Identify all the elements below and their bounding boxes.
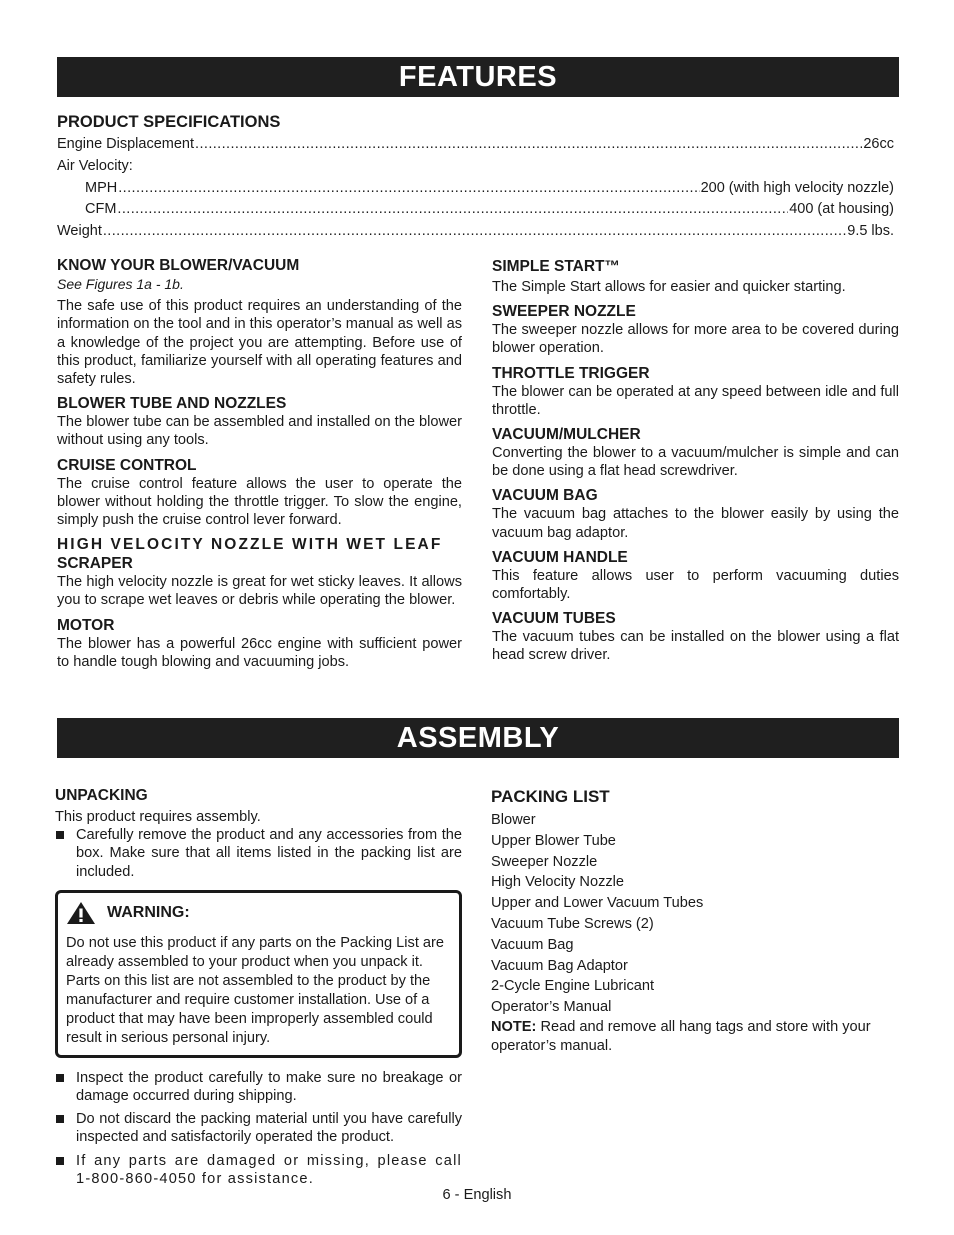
unpacking-intro: This product requires assembly. [55, 809, 261, 825]
section-heading: VACUUM HANDLE [492, 548, 628, 566]
section-blower-tube [57, 394, 462, 449]
section-heading: SWEEPER NOZZLE [492, 303, 636, 321]
bullet-square-icon [56, 831, 64, 839]
note-label: NOTE: [491, 1018, 537, 1035]
spec-row-weight [57, 223, 894, 245]
section-vacuum-handle [492, 548, 899, 603]
warning-text: Do not use this product if any parts on the Packing List are already assembled to your product when you unpack it. Parts on this list are not assembled to the product by the manufacturer and require customer installation. Use of a product that may have been improperly assembled could result in serious personal injury. [66, 934, 445, 1046]
spec-label: CFM [85, 201, 117, 218]
spec-row-mph [57, 180, 894, 202]
packing-item: Vacuum Bag Adaptor [491, 957, 628, 974]
product-specifications [57, 113, 894, 245]
features-right-column [492, 257, 899, 671]
warning-header [66, 901, 450, 925]
packing-item: Upper Blower Tube [491, 832, 616, 849]
section-body: The sweeper nozzle allows for more area to be covered during blower operation. [492, 322, 899, 357]
warning-label: WARNING: [107, 904, 190, 922]
bullet-square-icon [56, 1115, 64, 1123]
section-body: The blower tube can be assembled and installed on the blower without using any tools. [57, 414, 462, 449]
packing-item: Operator’s Manual [491, 999, 612, 1016]
spec-value: 400 (at housing) [789, 201, 894, 218]
section-cruise-control [57, 456, 462, 530]
section-motor [57, 616, 462, 671]
section-body: The Simple Start allows for easier and quicker starting. [492, 279, 846, 295]
section-heading: HIGH VELOCITY NOZZLE WITH WET LEAF [57, 536, 443, 554]
list-item: If any parts are damaged or missing, please call 1-800-860-4050 for assistance. [55, 1152, 462, 1188]
bullet-square-icon [56, 1074, 64, 1082]
section-body: The vacuum tubes can be installed on the blower using a flat head screw driver. [492, 629, 899, 664]
packing-note [491, 1018, 899, 1055]
unpacking-heading: UNPACKING [55, 787, 148, 804]
section-heading: MOTOR [57, 616, 115, 634]
spec-value: 26cc [863, 136, 894, 152]
section-sweeper-nozzle [492, 302, 899, 357]
features-left-column [57, 256, 462, 677]
assembly-banner: ASSEMBLY [57, 718, 899, 758]
bullet-square-icon [56, 1157, 64, 1165]
packing-list-column [491, 787, 899, 1055]
section-body: This feature allows user to perform vacuuming duties comfortably. [492, 567, 899, 603]
section-heading: THROTTLE TRIGGER [492, 364, 650, 382]
packing-item: High Velocity Nozzle [491, 874, 625, 891]
section-vacuum-mulcher [492, 425, 899, 480]
packing-item: Upper and Lower Vacuum Tubes [491, 895, 704, 912]
section-body: The blower has a powerful 26cc engine with sufficient power to handle tough blowing and vacuuming jobs. [57, 635, 462, 670]
packing-item: Sweeper Nozzle [491, 853, 598, 870]
section-body: The cruise control feature allows the user to operate the blower without holding the throttle trigger. To slow the engine, simply push the cruise control lever forward. [57, 475, 462, 529]
section-heading: CRUISE CONTROL [57, 456, 197, 474]
warning-box [55, 890, 462, 1058]
unpacking-list [55, 826, 462, 881]
section-body: The safe use of this product requires an understanding of the information on the tool and in this operator’s manual as well as a knowledge of the project you are attempting. Before use of this product, familiarize yourself with all operating features and safety rules. [57, 298, 462, 388]
section-heading: VACUUM TUBES [492, 610, 616, 628]
spec-value: 200 (with high velocity nozzle) [700, 179, 894, 196]
packing-item: Blower [491, 812, 536, 828]
section-heading-cont: SCRAPER [57, 555, 133, 573]
section-heading: VACUUM BAG [492, 487, 598, 505]
spec-row-air-velocity [57, 158, 894, 180]
section-body: Converting the blower to a vacuum/mulcher is simple and can be done using a flat head screwdriver. [492, 445, 899, 480]
section-heading: VACUUM/MULCHER [492, 426, 641, 444]
section-heading: SIMPLE START™ [492, 258, 621, 275]
section-simple-start [492, 257, 899, 296]
unpacking-list-2 [55, 1069, 462, 1188]
spec-label: MPH [85, 179, 118, 196]
spec-label: Engine Displacement [57, 136, 195, 152]
list-item: Inspect the product carefully to make sure no breakage or damage occurred during shipping. [55, 1069, 462, 1105]
section-heading: BLOWER TUBE AND NOZZLES [57, 395, 287, 413]
spec-label: Air Velocity: [57, 157, 133, 174]
packing-item: 2-Cycle Engine Lubricant [491, 978, 655, 995]
spec-row-cfm [57, 201, 894, 223]
section-throttle-trigger [492, 364, 899, 419]
figure-reference: See Figures 1a - 1b. [57, 276, 184, 292]
note-text: Read and remove all hang tags and store with your operator’s manual. [491, 1018, 871, 1054]
section-vacuum-tubes [492, 609, 899, 664]
section-vacuum-bag [492, 486, 899, 541]
list-item: Carefully remove the product and any accessories from the box. Make sure that all items listed in the packing list are included. [55, 826, 462, 881]
specs-heading: PRODUCT SPECIFICATIONS [57, 113, 281, 131]
packing-list-heading: PACKING LIST [491, 787, 610, 806]
packing-item: Vacuum Bag [491, 936, 574, 953]
spec-value: 9.5 lbs. [847, 223, 894, 240]
packing-item: Vacuum Tube Screws (2) [491, 915, 654, 932]
section-body: The high velocity nozzle is great for wet sticky leaves. It allows you to scrape wet leaves or debris while operating the blower. [57, 574, 462, 609]
spec-row-engine [57, 136, 894, 158]
section-know-your-blower [57, 256, 462, 388]
warning-triangle-icon [66, 901, 96, 925]
page-number: 6 - English [442, 1187, 512, 1203]
section-heading: KNOW YOUR BLOWER/VACUUM [57, 257, 300, 274]
section-body: The blower can be operated at any speed between idle and full throttle. [492, 383, 899, 418]
section-high-velocity-nozzle [57, 535, 462, 609]
unpacking-column [55, 786, 462, 1193]
section-body: The vacuum bag attaches to the blower easily by using the vacuum bag adaptor. [492, 506, 899, 541]
spec-label: Weight [57, 223, 102, 240]
features-banner: FEATURES [57, 57, 899, 97]
list-item: Do not discard the packing material until you have carefully inspected and satisfactorily operated the product. [55, 1110, 462, 1146]
